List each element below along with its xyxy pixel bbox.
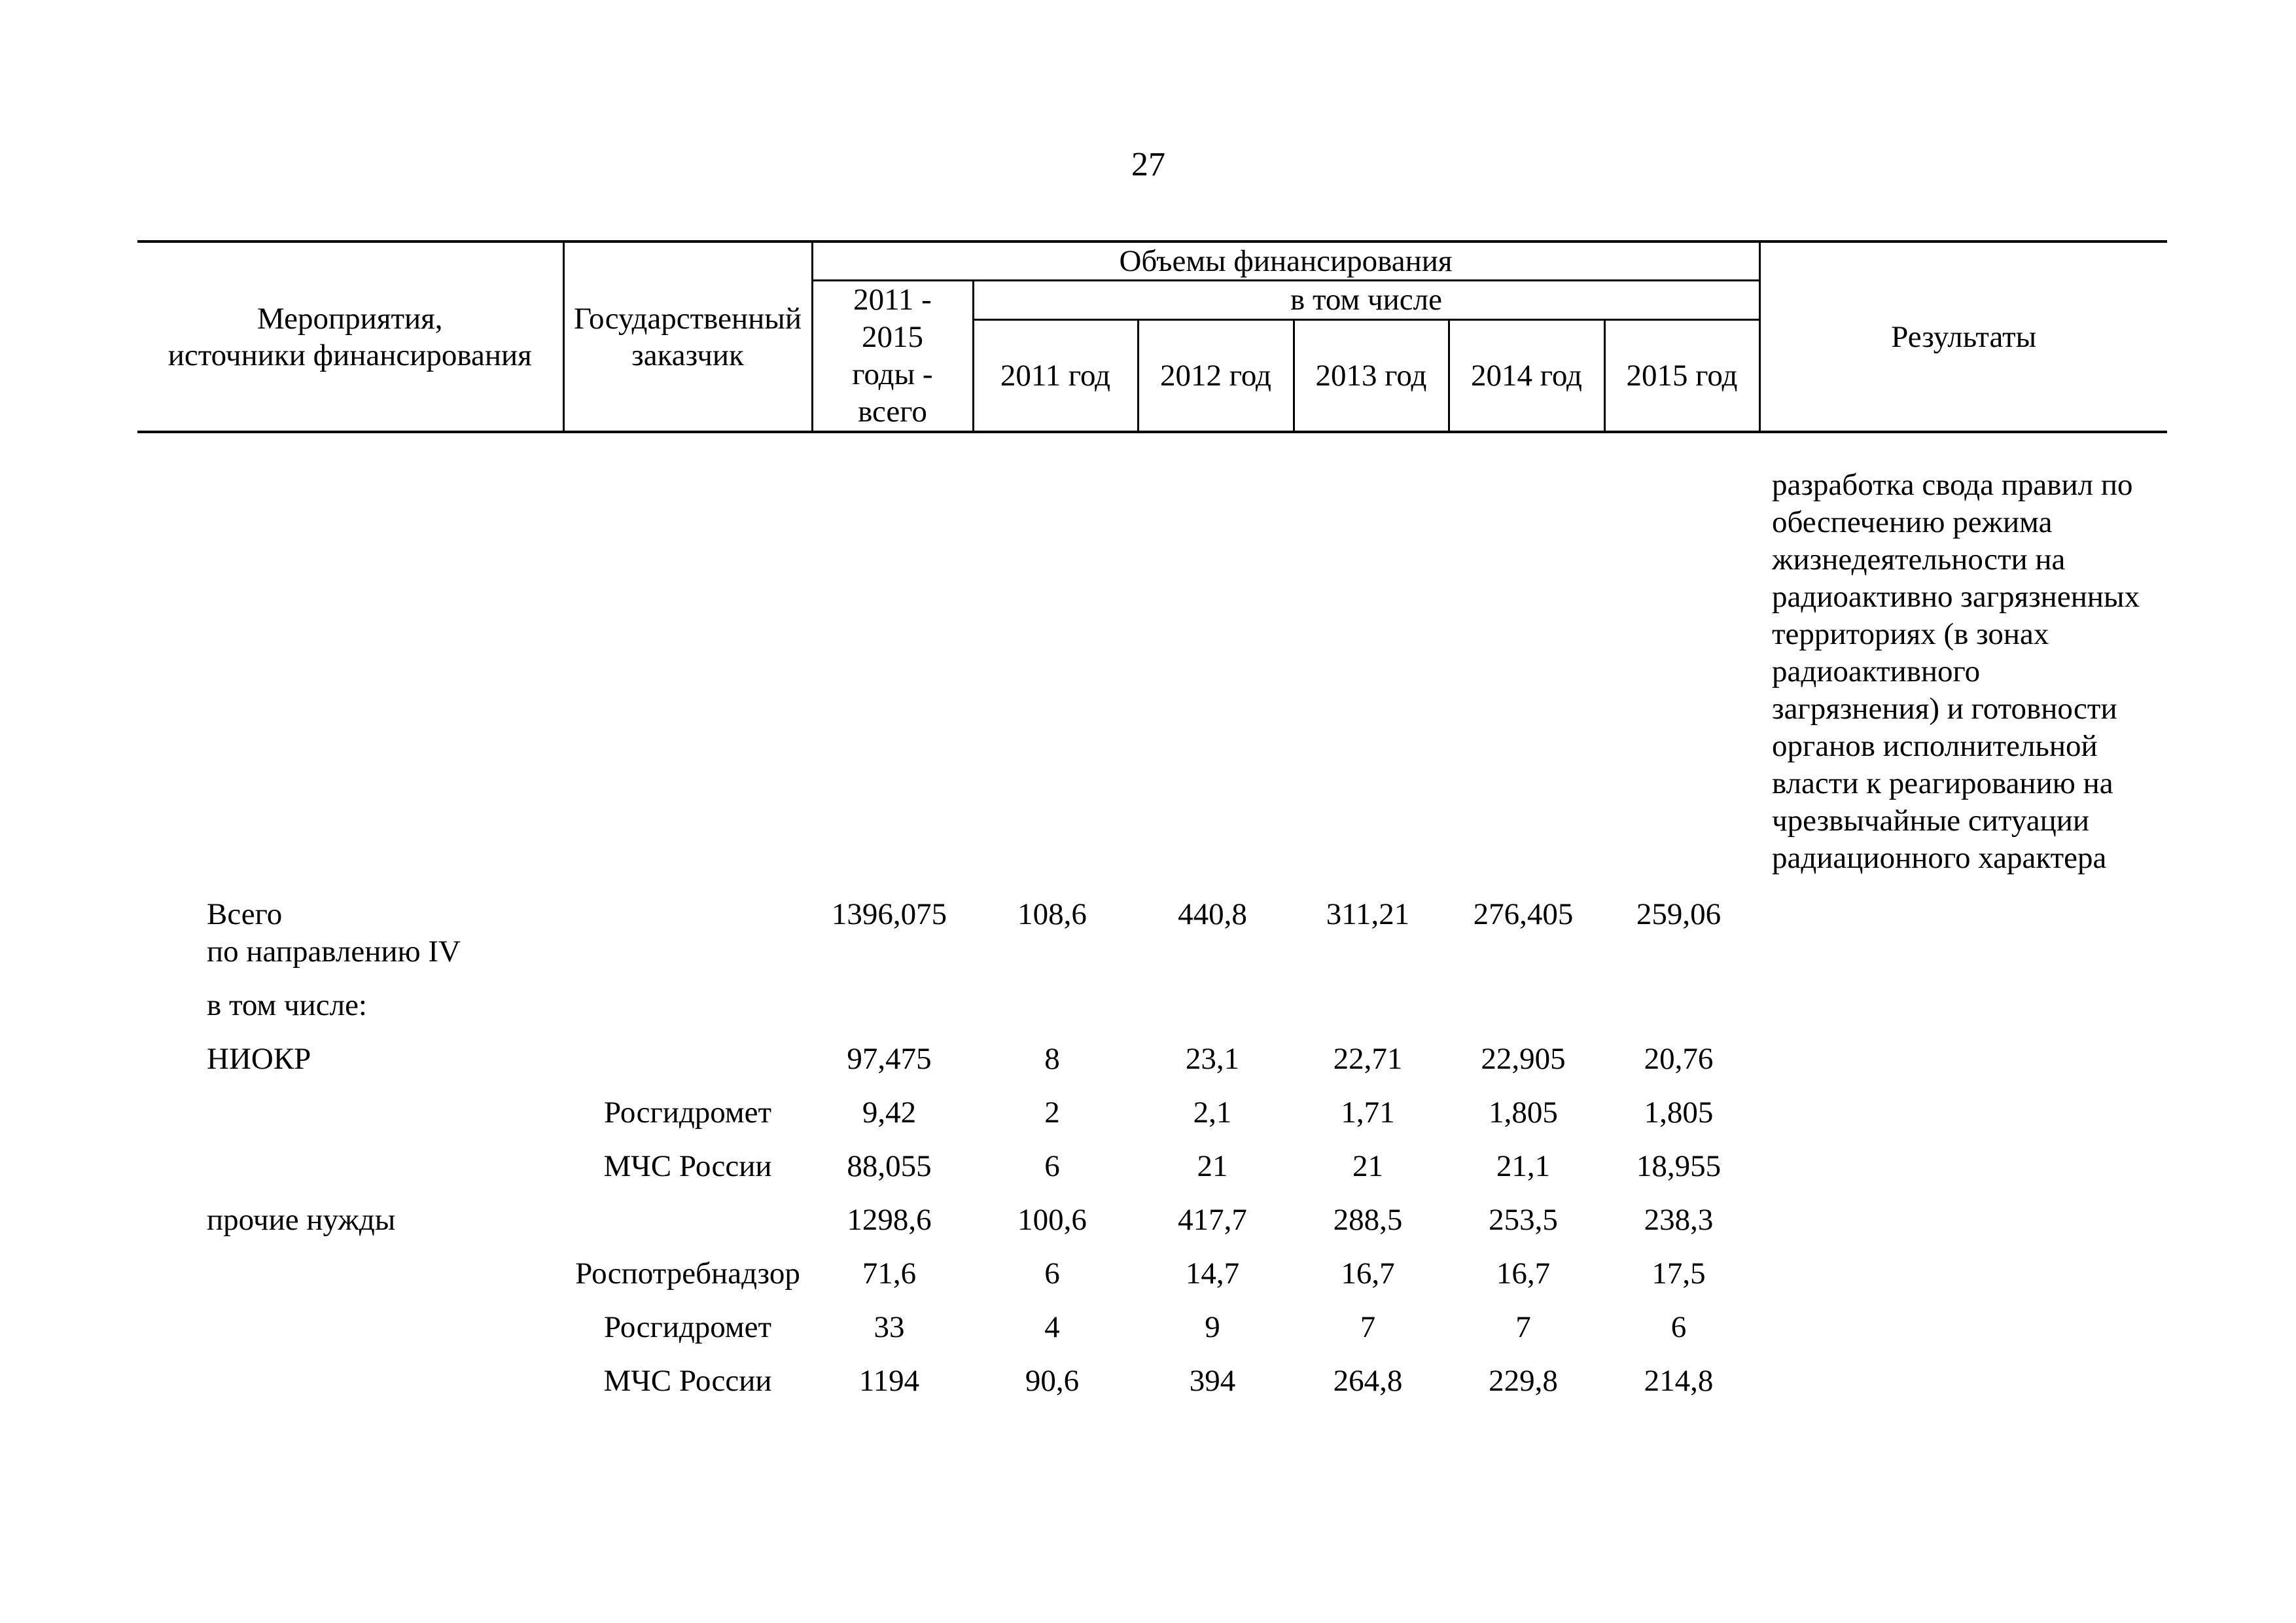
cell-2014: 1,805 bbox=[1489, 1096, 1558, 1130]
results-line: радиационного характера bbox=[1772, 841, 2107, 875]
cell-total: 71,6 bbox=[862, 1257, 917, 1291]
header-results: Результаты bbox=[1759, 241, 2167, 432]
results-line: обеспечению режима bbox=[1772, 505, 2053, 539]
results-line: радиоактивно загрязненных bbox=[1772, 580, 2140, 614]
cell-2011: 6 bbox=[1044, 1149, 1060, 1183]
cell-2012: 23,1 bbox=[1185, 1042, 1240, 1076]
header-customer-line1: Государственный bbox=[574, 301, 802, 336]
header-events-line2: источники финансирования bbox=[168, 338, 532, 372]
cell-2015: 17,5 bbox=[1651, 1257, 1706, 1291]
header-including: в том числе bbox=[973, 281, 1759, 320]
cell-2014: 22,905 bbox=[1481, 1042, 1566, 1076]
header-year-2011: 2011 год bbox=[973, 319, 1138, 432]
cell-customer: МЧС России bbox=[603, 1364, 772, 1398]
cell-2011: 4 bbox=[1044, 1310, 1060, 1344]
results-line: власти к реагированию на bbox=[1772, 766, 2113, 800]
cell-2013: 22,71 bbox=[1333, 1042, 1403, 1076]
cell-2011: 2 bbox=[1044, 1096, 1060, 1130]
results-line: территориях (в зонах bbox=[1772, 617, 2049, 651]
cell-2013: 288,5 bbox=[1333, 1203, 1403, 1237]
cell-2013: 264,8 bbox=[1333, 1364, 1403, 1398]
cell-total: 1396,075 bbox=[831, 897, 947, 931]
cell-2011: 90,6 bbox=[1025, 1364, 1080, 1398]
cell-2015: 6 bbox=[1670, 1310, 1687, 1344]
cell-2014: 16,7 bbox=[1496, 1257, 1551, 1291]
cell-2013: 21 bbox=[1352, 1149, 1383, 1183]
cell-2014: 253,5 bbox=[1489, 1203, 1558, 1237]
cell-2011: 108,6 bbox=[1017, 897, 1087, 931]
cell-customer: Роспотребнадзор bbox=[575, 1257, 800, 1291]
row-label: Всего bbox=[207, 897, 283, 931]
header-year-2013: 2013 год bbox=[1294, 319, 1449, 432]
cell-2015: 238,3 bbox=[1644, 1203, 1714, 1237]
cell-customer: Росгидромет bbox=[603, 1096, 772, 1130]
results-line: радиоактивного bbox=[1772, 654, 1981, 688]
results-line: чрезвычайные ситуации bbox=[1772, 804, 2090, 838]
header-events-line1: Мероприятия, bbox=[256, 301, 443, 336]
results-line: загрязнения) и готовности bbox=[1772, 692, 2117, 726]
cell-2011: 100,6 bbox=[1017, 1203, 1087, 1237]
header-customer-line2: заказчик bbox=[631, 338, 744, 372]
cell-2015: 18,955 bbox=[1636, 1149, 1722, 1183]
cell-2015: 20,76 bbox=[1644, 1042, 1714, 1076]
cell-total: 97,475 bbox=[847, 1042, 932, 1076]
cell-2012: 21 bbox=[1197, 1149, 1228, 1183]
cell-2014: 229,8 bbox=[1489, 1364, 1558, 1398]
cell-2015: 259,06 bbox=[1636, 897, 1722, 931]
header-total-line1: 2011 - bbox=[853, 283, 932, 317]
row-label: в том числе: bbox=[207, 988, 367, 1022]
cell-total: 88,055 bbox=[847, 1149, 932, 1183]
cell-2012: 14,7 bbox=[1185, 1257, 1240, 1291]
results-line: разработка свода правил по bbox=[1772, 468, 2133, 502]
cell-2015: 214,8 bbox=[1644, 1364, 1714, 1398]
cell-2012: 417,7 bbox=[1178, 1203, 1247, 1237]
header-total-line4: всего bbox=[858, 395, 927, 429]
cell-total: 9,42 bbox=[862, 1096, 917, 1130]
row-label-line2: по направлению IV bbox=[207, 935, 461, 969]
cell-2014: 21,1 bbox=[1496, 1149, 1551, 1183]
cell-2012: 9 bbox=[1205, 1310, 1220, 1344]
row-label: прочие нужды bbox=[207, 1203, 396, 1237]
cell-2014: 7 bbox=[1515, 1310, 1531, 1344]
cell-2012: 440,8 bbox=[1178, 897, 1247, 931]
cell-2013: 311,21 bbox=[1326, 897, 1410, 931]
cell-customer: МЧС России bbox=[603, 1149, 772, 1183]
cell-2011: 6 bbox=[1044, 1257, 1060, 1291]
cell-2013: 16,7 bbox=[1341, 1257, 1395, 1291]
cell-2012: 2,1 bbox=[1193, 1096, 1232, 1130]
cell-total: 1194 bbox=[858, 1364, 920, 1398]
cell-2014: 276,405 bbox=[1473, 897, 1574, 931]
row-label: НИОКР bbox=[207, 1042, 311, 1076]
page-number: 27 bbox=[1131, 146, 1165, 183]
results-line: жизнедеятельности на bbox=[1772, 543, 2066, 577]
cell-customer: Росгидромет bbox=[603, 1310, 772, 1344]
cell-2012: 394 bbox=[1189, 1364, 1236, 1398]
header-year-2012: 2012 год bbox=[1138, 319, 1294, 432]
cell-total: 1298,6 bbox=[847, 1203, 932, 1237]
header-total-line2: 2015 bbox=[862, 320, 923, 354]
cell-2013: 7 bbox=[1360, 1310, 1376, 1344]
results-line: органов исполнительной bbox=[1772, 729, 2098, 763]
cell-2013: 1,71 bbox=[1341, 1096, 1395, 1130]
header-funding-group: Объемы финансирования bbox=[812, 241, 1759, 281]
header-total-line3: годы - bbox=[852, 357, 933, 391]
cell-2011: 8 bbox=[1044, 1042, 1060, 1076]
header-year-2014: 2014 год bbox=[1449, 319, 1604, 432]
cell-total: 33 bbox=[874, 1310, 905, 1344]
header-year-2015: 2015 год bbox=[1604, 319, 1759, 432]
cell-2015: 1,805 bbox=[1644, 1096, 1714, 1130]
